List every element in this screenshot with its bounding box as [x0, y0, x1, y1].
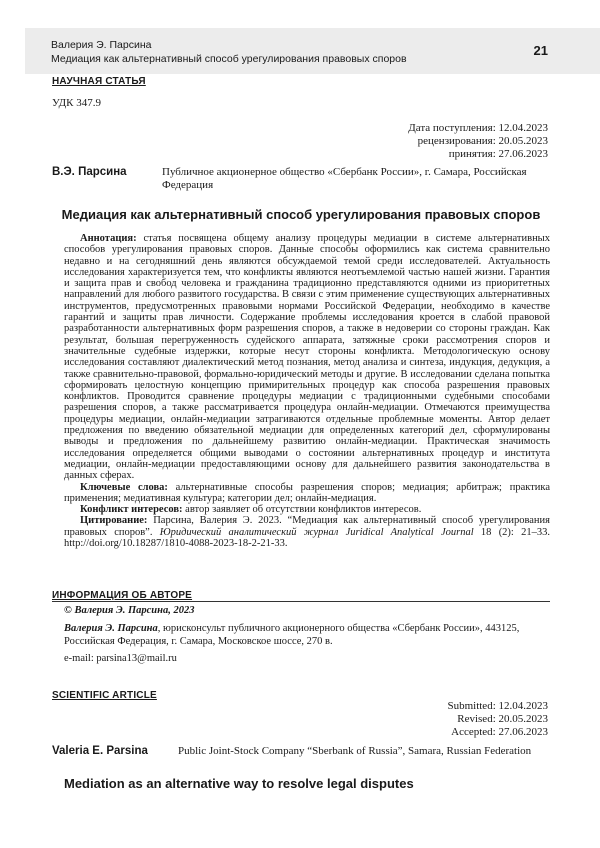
dates-en	[447, 700, 548, 739]
keywords-label: Ключевые слова:	[80, 481, 168, 493]
date-received: Дата поступления: 12.04.2023	[408, 122, 548, 134]
section-label-author-info: ИНФОРМАЦИЯ ОБ АВТОРЕ	[52, 590, 193, 601]
author-details-name: Валерия Э. Парсина	[64, 623, 158, 634]
header-author: Валерия Э. Парсина	[51, 39, 152, 51]
conflict-text: автор заявляет об отсутствии конфликтов интересов.	[185, 504, 422, 516]
section-label-scientific-article-ru: НАУЧНАЯ СТАТЬЯ	[52, 76, 146, 87]
citation-text-1: Парсина, Валерия Э. 2023. “Медиация как альтернативный способ урегулирования правовых споров”.	[64, 515, 550, 538]
abstract-block	[64, 233, 550, 549]
dates-ru	[408, 122, 548, 161]
copyright-line: © Валерия Э. Парсина, 2023	[64, 605, 195, 616]
author-email: e-mail: parsina13@mail.ru	[64, 653, 177, 664]
citation-label: Цитирование:	[80, 515, 148, 527]
keywords-text: альтернативные способы разрешения споров; медиация; арбитраж; практика применения; медиативная культура; категории дел; онлайн-медиация.	[64, 481, 550, 504]
keywords-paragraph	[64, 482, 550, 505]
citation-text-2: 18 (2): 21–33. http://doi.org/10.18287/1810-4088-2023-18-2-21-33.	[64, 526, 550, 550]
date-accepted: принятия: 27.06.2023	[448, 148, 548, 160]
divider-author-info	[52, 601, 550, 602]
abstract-paragraph	[64, 233, 550, 482]
author-details	[64, 622, 550, 648]
date-accepted-en: Accepted: 27.06.2023	[451, 726, 548, 738]
header-running-title: Медиация как альтернативный способ урегулирования правовых споров	[51, 53, 407, 65]
affiliation-ru: Публичное акционерное общество «Сбербанк России», г. Самара, Российская Федерация	[162, 166, 527, 191]
affiliation-en: Public Joint-Stock Company “Sberbank of Russia”, Samara, Russian Federation	[178, 745, 532, 757]
conflict-paragraph	[64, 504, 550, 515]
article-title-ru: Медиация как альтернативный способ урегулирования правовых споров	[61, 207, 541, 222]
section-label-scientific-article-en: SCIENTIFIC ARTICLE	[52, 690, 157, 701]
article-title-en: Mediation as an alternative way to resolve legal disputes	[64, 776, 414, 791]
author-details-text: , юрисконсульт публичного акционерного общества «Сбербанк России», 443125, Российская Федерация, г. Самара, Московское шоссе, 270 в.	[64, 623, 520, 647]
page-number: 21	[533, 43, 548, 58]
conflict-label: Конфликт интересов:	[80, 504, 183, 516]
abstract-label: Аннотация:	[80, 233, 137, 244]
date-reviewed: рецензирования: 20.05.2023	[417, 135, 548, 147]
udk-code: УДК 347.9	[52, 97, 102, 109]
citation-journal: Юридический аналитический журнал Juridical Analytical Journal	[159, 526, 474, 538]
date-submitted: Submitted: 12.04.2023	[447, 700, 548, 712]
running-header	[25, 28, 600, 74]
author-name-en: Valeria E. Parsina	[52, 745, 148, 757]
author-name-ru: В.Э. Парсина	[52, 166, 127, 178]
date-revised: Revised: 20.05.2023	[457, 713, 548, 725]
citation-paragraph	[64, 515, 550, 549]
abstract-text: статья посвящена общему анализу процедуры медиации в системе альтернативных способов урегулирования правовых споров. Данные способы оформились как система сравнительно недавно и на сегодняшний день являются обсуждаемой темой среди исследователей. Актуальность исследования характеризуется тем, что конфликты являются неотъемлемой частью нашей жизни. Гарантия и защита прав и свобод человека и гражданина традиционно представляются одними из приоритетных направлений для любого развитого государства. В связи с этим применение существующих альтернативных инструментов, предусмотренных правовыми нормами Российской Федерации, необходимо в качестве гарантий и защиты прав личности. Содержание проблемы исследования кроется в слабой правовой разработанности альтернативных форм разрешения споров, а также в недоверии со стороны граждан. Как результат, большая перегруженность судейского аппарата, затяжные сроки рассмотрения споров и значительные судебные издержки, которые несут стороны конфликта. Методологическую основу исследования составляют диалектический метод познания, метод анализа и синтеза, индукция, дедукция, а также сравнительно-правовой, формально-юридический методы и другие. В исследовании сделана попытка сформировать целостную концепцию примирительных процедур как способа разрешения правовых конфликтов. Проводится сравнение процедуры медиации с традиционными судебными способами разрешения споров, а также рассматривается процедура онлайн-медиации. Отмечаются преимущества процедуры медиации, онлайн-медиации затрагиваются отдельные проблемные моменты. Автор делает предложения по введению обязательной медиации для определенных категорий дел, сформулированы выводы и предложения по дальнейшему развитию онлайн-медиации. Практическая значимость исследования определяется общими выводами о состоянии альтернативных процедур и института медиации, онлайн-медиации предоставляющими основу для дальнейшего развития законодательства в данных сферах.	[64, 233, 550, 482]
